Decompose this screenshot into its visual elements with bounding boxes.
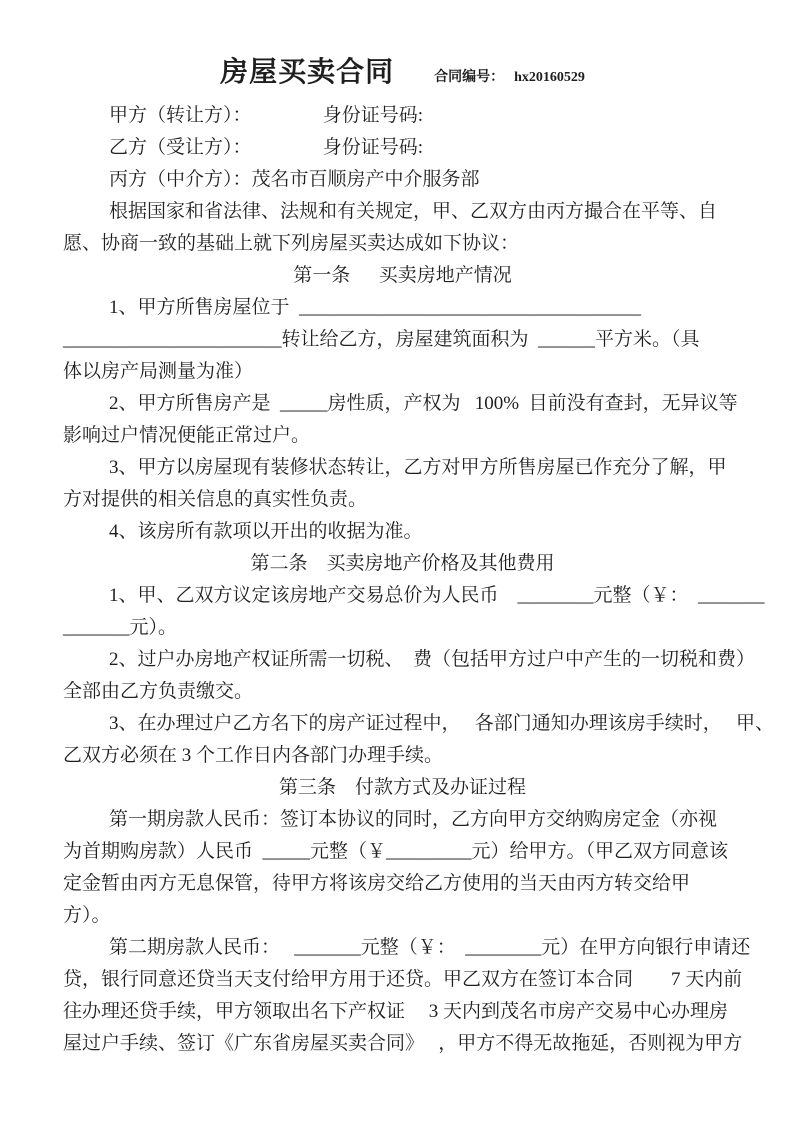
section-1-item-1-line-2: _______________________转让给乙方，房屋建筑面积为 ______平方米。（具 bbox=[63, 329, 700, 350]
section-1-heading: 第一条 买卖房地产情况 bbox=[293, 265, 512, 286]
section-1-item-1-line-3: 体以房产局测量为准） bbox=[63, 361, 254, 382]
party-a-line: 甲方（转让方）： 身份证号码: bbox=[109, 105, 424, 126]
section-3-payment-1-line-4: 方）。 bbox=[63, 905, 111, 926]
section-2-item-3-line-1: 3、在办理过户乙方名下的房产证过程中， 各部门通知办理该房手续时， 甲、 bbox=[109, 713, 775, 734]
section-2-item-2-line-1: 2、过户办房地产权证所需一切税、 费（包括甲方过户中产生的一切税和费） bbox=[109, 649, 756, 670]
section-2-item-3-line-2: 乙双方必须在 3 个工作日内各部门办理手续。 bbox=[63, 745, 444, 766]
party-b-line: 乙方（受让方）： 身份证号码: bbox=[109, 137, 424, 158]
section-2-item-2-line-2: 全部由乙方负责缴交。 bbox=[63, 681, 254, 702]
section-1-item-2-line-1: 2、甲方所售房产是 _____房性质，产权为 100% 目前没有查封，无异议等 bbox=[109, 393, 738, 414]
section-3-heading: 第三条 付款方式及办证过程 bbox=[278, 777, 526, 798]
party-c-line: 丙方（中介方）：茂名市百顺房产中介服务部 bbox=[109, 169, 480, 190]
document-header bbox=[63, 56, 742, 90]
section-2-item-1-line-2: _______元）。 bbox=[63, 617, 178, 638]
contract-number-value: hx20160529 bbox=[514, 70, 585, 85]
preamble-line-2: 愿、协商一致的基础上就下列房屋买卖达成如下协议： bbox=[63, 233, 520, 254]
section-3-payment-1-line-3: 定金暂由丙方无息保管，待甲方将该房交给乙方使用的当天由丙方转交给甲 bbox=[63, 873, 691, 894]
section-3-payment-1-line-1: 第一期房款人民币：签订本协议的同时，乙方向甲方交纳购房定金（亦视 bbox=[109, 809, 718, 830]
section-3-payment-2-line-1: 第二期房款人民币： _______元整（￥： ________元）在甲方向银行申请还 bbox=[109, 937, 751, 958]
section-1-item-2-line-2: 影响过户情况便能正常过户。 bbox=[63, 425, 311, 446]
section-1-item-3-line-2: 方对提供的相关信息的真实性负责。 bbox=[63, 489, 368, 510]
section-3-payment-2-line-3: 往办理还贷手续，甲方领取出名下产权证 3 天内到茂名市房产交易中心办理房 bbox=[63, 1001, 729, 1022]
section-3-payment-2-line-2: 贷，银行同意还贷当天支付给甲方用于还贷。甲乙双方在签订本合同 7 天内前 bbox=[63, 969, 743, 990]
section-3-payment-1-line-2: 为首期购房款）人民币 _____元整（￥_________元）给甲方。（甲乙双方同意该 bbox=[63, 841, 729, 862]
page-title: 房屋买卖合同 bbox=[220, 57, 395, 88]
preamble-line-1: 根据国家和省法律、法规和有关规定，甲、乙双方由丙方撮合在平等、自 bbox=[109, 201, 718, 222]
section-3-payment-2-line-4: 屋过户手续、签订《广东省房屋买卖合同》 ，甲方不得无故拖延，否则视为甲方 bbox=[63, 1033, 743, 1054]
contract-number-label: 合同编号： bbox=[434, 70, 505, 85]
section-1-item-1-line-1: 1、甲方所售房屋位于 ____________________________________ bbox=[109, 297, 642, 318]
section-2-heading: 第二条 买卖房地产价格及其他费用 bbox=[250, 553, 555, 574]
section-1-item-3-line-1: 3、甲方以房屋现有装修状态转让，乙方对甲方所售房屋已作充分了解，甲 bbox=[109, 457, 727, 478]
section-1-item-4-line-1: 4、该房所有款项以开出的收据为准。 bbox=[109, 521, 423, 542]
section-2-item-1-line-1: 1、甲、乙双方议定该房地产交易总价为人民币 ________元整（￥： _______ bbox=[109, 585, 765, 606]
